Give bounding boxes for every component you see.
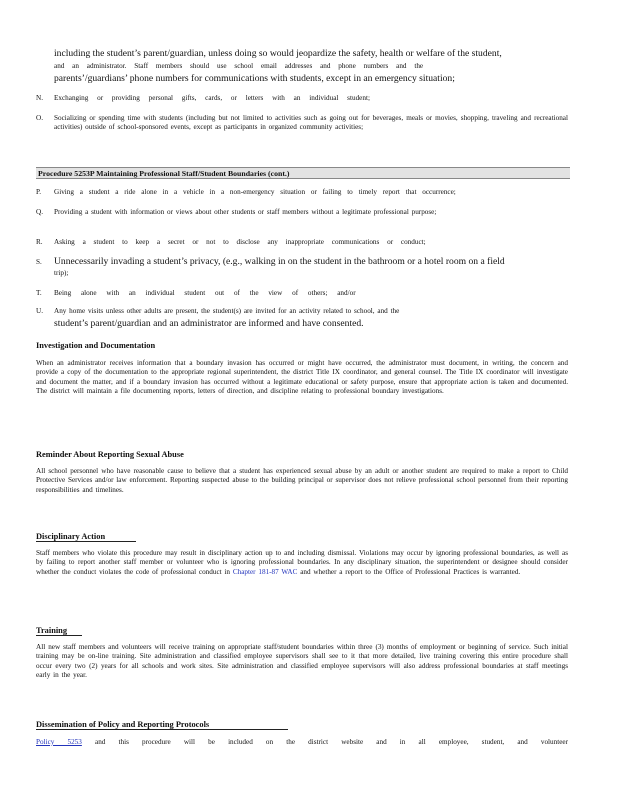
procedure-header-bar: Procedure 5253P Maintaining Professional Staff/Student Boundaries (cont.) xyxy=(36,167,570,179)
section-text-dissemination xyxy=(36,738,568,747)
heading-underline xyxy=(36,541,136,542)
top-item-line1: including the student’s parent/guardian, unless doing so would jeopardize the safety, health or welfare of the student, xyxy=(54,48,502,59)
section-text-reminder: All school personnel who have reasonable cause to believe that a student has experienced sexual abuse by an adult or another student are required to make a report to Child Protective Services and/or law enforcement. Reporting suspected abuse to the building principal or supervisor does not relieve professional school personnel from their reporting responsibilities and timelines. xyxy=(36,467,568,494)
list-item-letter: O. xyxy=(36,114,43,122)
list-item-letter: S. xyxy=(36,258,42,266)
list-item-text: Being alone with an individual student out of the view of others; and/or xyxy=(54,289,356,297)
list-item-letter: U. xyxy=(36,307,43,315)
list-item-letter: R. xyxy=(36,238,43,246)
top-item-line2: and an administrator. Staff members should use school email addresses and phone numbers and the xyxy=(54,62,424,70)
top-item-line3: parents’/guardians’ phone numbers for communications with students, except in an emergency situation; xyxy=(54,73,455,84)
section-text-disciplinary xyxy=(36,549,568,577)
list-item-letter: T. xyxy=(36,289,42,297)
list-item-text-cont: student’s parent/guardian and an administrator are informed and have consented. xyxy=(54,318,364,329)
list-item-text: Socializing or spending time with students (including but not limited to activities such as going out for beverages, meals or movies, shopping, traveling and recreational activities) outside of school-sponsored events, except as participants in organized community activities; xyxy=(54,114,568,132)
list-item-text: Providing a student with information or views about other students or staff members without a legitimate professional purpose; xyxy=(54,208,437,216)
heading-underline xyxy=(36,635,82,636)
section-text-training: All new staff members and volunteers will receive training on appropriate staff/student boundaries within three (3) months of employment or beginning of service. Such initial training may be on-line training. Site administration and classified employee supervisors shall see to it that more detailed, live training covering this entire procedure shall occur every two (2) years for all schools and work sites. Site administration and classified employee supervisors will also address professional boundaries at staff meetings early in the year. xyxy=(36,643,568,680)
wac-chapter-link[interactable]: Chapter 181-87 WAC xyxy=(232,567,298,576)
heading-underline xyxy=(36,729,288,730)
dissemination-text: and this procedure will be included on the district website and in all employee, student, and volunteer xyxy=(95,738,568,746)
section-heading-dissemination: Dissemination of Policy and Reporting Protocols xyxy=(36,720,210,729)
list-item-letter: N. xyxy=(36,94,43,102)
list-item-text: Unnecessarily invading a student’s privacy, (e.g., walking in on the student in the bathroom or a hotel room on a field xyxy=(54,256,505,267)
section-heading-investigation: Investigation and Documentation xyxy=(36,341,156,350)
list-item-text-cont: trip); xyxy=(54,269,69,277)
section-text-investigation: When an administrator receives information that a boundary invasion has occurred or might have occurred, the administrator must document, in writing, the concern and provide a copy of the documentation to the appropriate regional superintendent, the district Title IX coordinator, and general counsel. The Title IX coordinator will investigate and document the matter, and if a boundary invasion has occurred without a legitimate educational or safety purpose, ensure that appropriate action is taken and documented. The district will maintain a file documenting reports, letters of direction, and discipline relating to professional boundary investigations. xyxy=(36,359,568,396)
policy-link[interactable]: Policy 5253 xyxy=(36,738,82,746)
section-heading-training: Training xyxy=(36,626,68,635)
list-item-text: Giving a student a ride alone in a vehicle in a non-emergency situation or failing to timely report that occurrence; xyxy=(54,188,456,196)
disciplinary-text-before: Staff members who violate this procedure may result in disciplinary action up to and including dismissal. Violations may occur by ignoring professional boundaries, as well as by failing to report another staff member or volunteer who is ignoring professional boundaries. In any disciplinary situation, the superintendent or designee should consider whether the conduct violates the code of professional conduct in xyxy=(36,549,568,576)
section-heading-disciplinary: Disciplinary Action xyxy=(36,532,106,541)
disciplinary-text-after: and whether a report to the Office of Professional Practices is warranted. xyxy=(300,567,521,576)
list-item-letter: Q. xyxy=(36,208,43,216)
list-item-text: Any home visits unless other adults are present, the student(s) are invited for an activity related to school, and the xyxy=(54,307,400,315)
list-item-text: Exchanging or providing personal gifts, cards, or letters with an individual student; xyxy=(54,94,370,102)
list-item-letter: P. xyxy=(36,188,41,196)
section-heading-reminder: Reminder About Reporting Sexual Abuse xyxy=(36,450,184,459)
list-item-text: Asking a student to keep a secret or not to disclose any inappropriate communications or conduct; xyxy=(54,238,426,246)
